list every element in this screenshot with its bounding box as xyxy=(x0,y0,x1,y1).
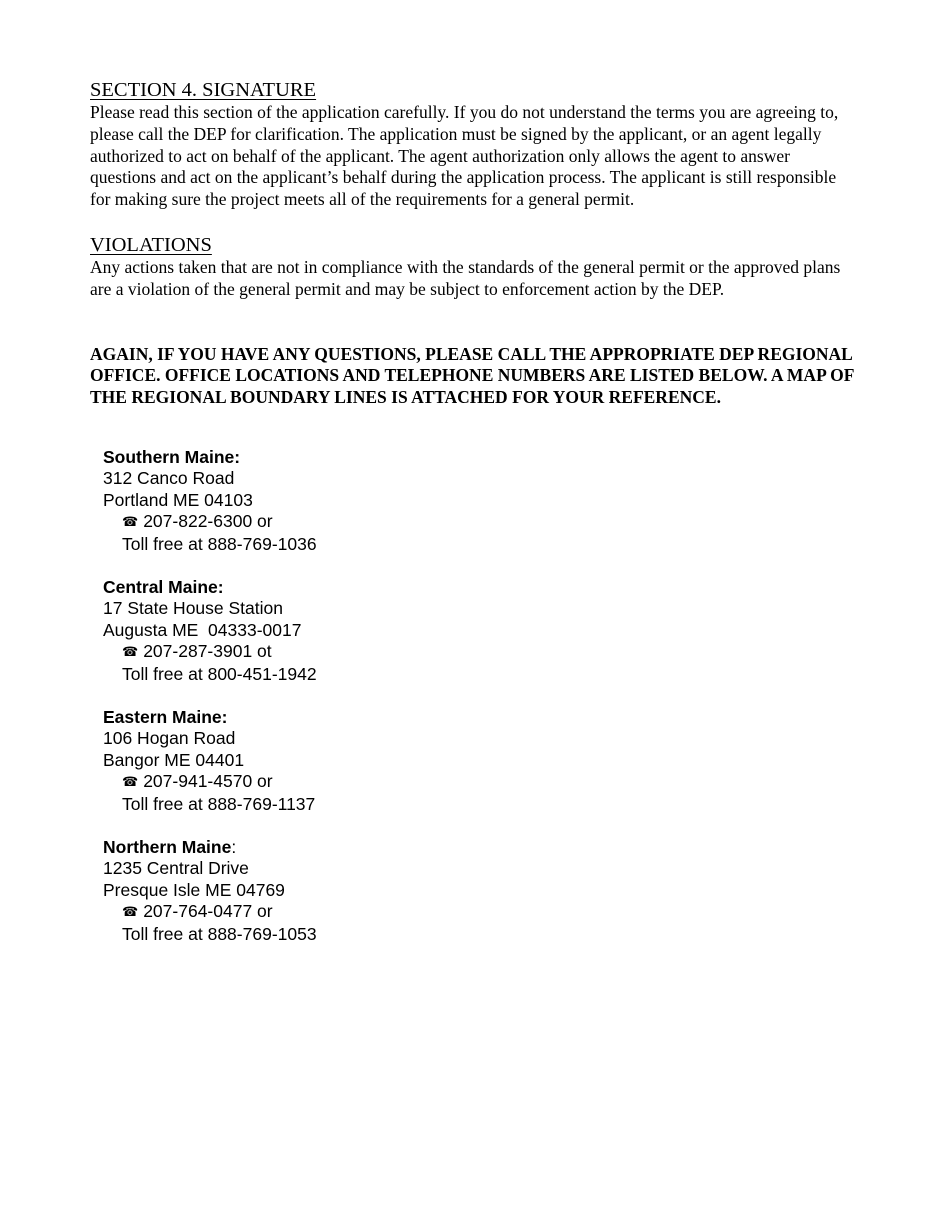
office-address-line-1: 106 Hogan Road xyxy=(103,728,236,749)
office-address-line-2: Bangor ME 04401 xyxy=(103,749,245,770)
office-southern-maine xyxy=(103,447,860,556)
telephone-icon: ☎ xyxy=(122,645,139,661)
office-name: Eastern Maine: xyxy=(103,706,228,727)
regional-offices-list xyxy=(103,447,860,946)
office-phone: ☎ 207-287-3901 ot xyxy=(103,641,860,664)
office-name: Northern Maine: xyxy=(103,836,237,857)
office-toll-free: Toll free at 888-769-1137 xyxy=(122,793,316,814)
section-4-body: Please read this section of the application carefully. If you do not understand the terms you are agreeing to, please call the DEP for clarification. The application must be signed by the applicant, or an agent legally authorized to act on behalf of the applicant. The agent authorization only allows the agent to answer questions and act on the applicant’s behalf during the application process. The applicant is still responsible for making sure the project meets all of the requirements for a general permit. xyxy=(90,102,839,210)
office-name: Central Maine: xyxy=(103,576,224,597)
office-address-line-2: Augusta ME 04333-0017 xyxy=(103,619,302,640)
office-toll-free: Toll free at 888-769-1053 xyxy=(122,923,317,944)
section-4-heading: SECTION 4. SIGNATURE xyxy=(90,79,317,101)
office-northern-maine xyxy=(103,837,860,946)
telephone-icon: ☎ xyxy=(122,905,139,921)
office-toll-free: Toll free at 800-451-1942 xyxy=(122,663,317,684)
office-central-maine xyxy=(103,577,860,686)
office-address-line-2: Presque Isle ME 04769 xyxy=(103,879,285,900)
office-name: Southern Maine: xyxy=(103,446,241,467)
office-eastern-maine xyxy=(103,707,860,816)
office-address-line-1: 17 State House Station xyxy=(103,598,283,619)
office-address-line-1: 312 Canco Road xyxy=(103,468,235,489)
contact-notice: AGAIN, IF YOU HAVE ANY QUESTIONS, PLEASE CALL THE APPROPRIATE DEP REGIONAL OFFICE. OFFICE LOCATIONS AND TELEPHONE NUMBERS ARE LISTED BELOW. A MAP OF THE REGIONAL BOUNDARY LINES IS ATTACHED FOR YOUR REFERENCE. xyxy=(90,343,854,408)
office-address-line-1: 1235 Central Drive xyxy=(103,858,249,879)
violations-heading: VIOLATIONS xyxy=(90,233,212,256)
office-phone: ☎ 207-764-0477 or xyxy=(103,901,860,924)
office-toll-free: Toll free at 888-769-1036 xyxy=(122,533,317,554)
office-phone: ☎ 207-822-6300 or xyxy=(103,511,860,534)
violations-body: Any actions taken that are not in compliance with the standards of the general permit or the approved plans are a violation of the general permit and may be subject to enforcement action by the DEP. xyxy=(90,256,841,299)
office-address-line-2: Portland ME 04103 xyxy=(103,489,253,510)
document-page xyxy=(90,78,860,967)
office-phone: ☎ 207-941-4570 or xyxy=(103,771,860,794)
telephone-icon: ☎ xyxy=(122,775,139,791)
telephone-icon: ☎ xyxy=(122,515,139,531)
